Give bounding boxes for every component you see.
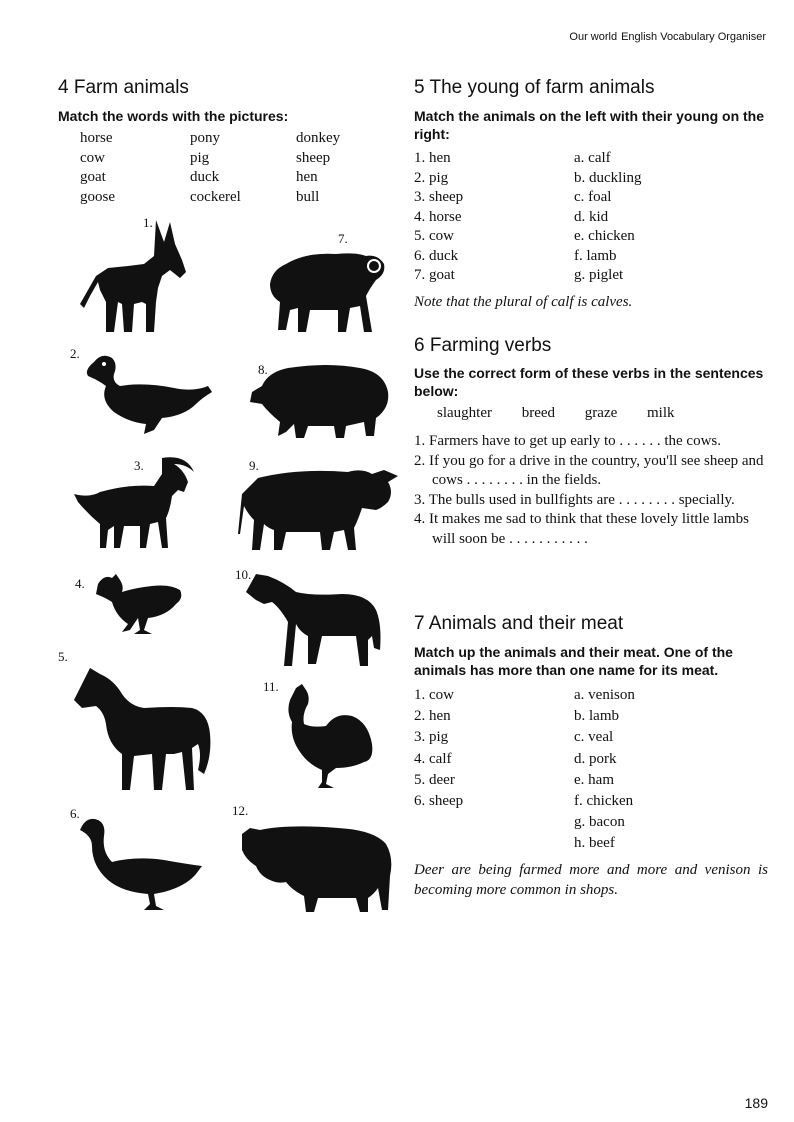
hen-icon xyxy=(94,570,186,638)
duck-icon xyxy=(84,352,216,438)
picture-number: 8. xyxy=(258,362,268,377)
match-row xyxy=(414,169,754,189)
right-item: f. chicken xyxy=(574,793,634,810)
word: duck xyxy=(190,169,220,185)
section-6-instruction: Use the correct form of these verbs in the sentences below: xyxy=(414,365,764,399)
right-item: d. pork xyxy=(574,750,617,767)
word: bull xyxy=(296,188,320,205)
verb: slaughter xyxy=(437,405,492,421)
right-item: h. beef xyxy=(574,835,615,852)
section-5-instruction: Match the animals on the left with their young on the right: xyxy=(414,108,765,142)
left-item: 2. hen xyxy=(414,708,451,725)
word: goose xyxy=(80,188,115,205)
picture-number: 10. xyxy=(235,567,252,582)
section-4-heading: 4 Farm animals xyxy=(58,77,189,98)
picture-number: 7. xyxy=(338,231,348,246)
sentence: 4. It makes me sad to think that these lovely little lambs will soon be . . . . . . . . . . . xyxy=(414,511,749,547)
right-item: c. veal xyxy=(574,729,614,746)
verb: milk xyxy=(647,405,675,421)
section-7-heading: 7 Animals and their meat xyxy=(414,613,624,634)
right-item: b. duckling xyxy=(574,169,642,186)
left-item: 4. horse xyxy=(414,208,462,225)
left-column xyxy=(414,685,463,812)
left-item: 5. cow xyxy=(414,228,454,244)
right-item: c. foal xyxy=(574,189,612,205)
left-item: 3. pig xyxy=(414,729,449,746)
pig-icon xyxy=(248,362,394,442)
sentence: 3. The bulls used in bullfights are . . . . . . . . specially. xyxy=(414,491,735,508)
match-row xyxy=(414,208,754,228)
word: donkey xyxy=(296,130,341,146)
right-item: a. calf xyxy=(574,150,611,166)
picture-number: 1. xyxy=(143,215,153,230)
picture-number: 6. xyxy=(70,806,80,821)
sentence: 1. Farmers have to get up early to . . . . . . the cows. xyxy=(414,433,722,449)
left-item: 4. calf xyxy=(414,750,452,767)
right-item: d. kid xyxy=(574,208,609,225)
picture-number: 5. xyxy=(58,649,68,664)
section-5-match-list xyxy=(414,149,754,286)
section-6-verb-box xyxy=(437,405,701,422)
word: pony xyxy=(190,130,220,146)
left-item: 6. sheep xyxy=(414,793,464,810)
horse-icon xyxy=(70,664,214,794)
picture-number: 11. xyxy=(263,679,279,694)
section-5-heading: 5 The young of farm animals xyxy=(414,77,655,98)
goose-icon xyxy=(78,814,206,914)
word: sheep xyxy=(296,149,331,166)
sheep-icon xyxy=(266,240,388,336)
match-row xyxy=(414,247,754,267)
section-4-word-list xyxy=(80,129,380,209)
running-header xyxy=(569,31,766,43)
match-row xyxy=(414,227,754,247)
section-6-heading: 6 Farming verbs xyxy=(414,335,552,356)
bull-icon xyxy=(238,820,396,916)
sentence: 2. If you go for a drive in the country, you'll see sheep and cows . . . . . . . . in the fields. xyxy=(414,452,764,488)
left-item: 7. goat xyxy=(414,267,455,283)
right-item: e. ham xyxy=(574,771,614,788)
left-item: 6. duck xyxy=(414,247,459,264)
word: horse xyxy=(80,130,113,146)
word: cow xyxy=(80,149,105,166)
donkey-icon xyxy=(78,216,200,334)
section-5-note: Note that the plural of calf is calves. xyxy=(414,294,633,310)
picture-number: 9. xyxy=(249,458,259,473)
right-item: b. lamb xyxy=(574,708,619,725)
picture-number: 2. xyxy=(70,346,80,361)
verb: breed xyxy=(521,405,556,421)
goat-icon xyxy=(74,452,204,552)
left-item: 5. deer xyxy=(414,771,455,788)
left-item: 1. hen xyxy=(414,150,451,166)
picture-number: 4. xyxy=(75,576,85,591)
word: hen xyxy=(296,169,318,185)
right-item: f. lamb xyxy=(574,247,617,264)
running-header-title: English Vocabulary Organiser xyxy=(621,31,766,43)
left-item: 2. pig xyxy=(414,169,449,186)
cockerel-icon xyxy=(282,682,374,792)
running-header-section: Our world xyxy=(569,31,618,43)
section-7-instruction: Match up the animals and their meat. One of the animals has more than one name for its meat. xyxy=(414,644,733,678)
verb: graze xyxy=(584,405,618,421)
section-6-sentences xyxy=(414,432,766,549)
right-item: e. chicken xyxy=(574,228,635,244)
left-item: 3. sheep xyxy=(414,189,464,205)
section-7-note: Deer are being farmed more and more and venison is becoming more common in shops. xyxy=(414,862,768,898)
left-item: 1. cow xyxy=(414,687,454,703)
right-item: g. piglet xyxy=(574,267,624,283)
cow-icon xyxy=(238,464,402,554)
match-row xyxy=(414,149,754,169)
word: cockerel xyxy=(190,188,241,205)
word: goat xyxy=(80,169,106,185)
picture-number: 12. xyxy=(232,803,249,818)
match-row xyxy=(414,188,754,208)
word: pig xyxy=(190,149,210,166)
page-number: 189 xyxy=(744,1095,768,1111)
right-item: g. bacon xyxy=(574,814,625,831)
right-item: a. venison xyxy=(574,687,635,703)
right-column xyxy=(574,685,635,855)
picture-number: 3. xyxy=(134,458,144,473)
section-4-instruction: Match the words with the pictures: xyxy=(58,108,289,124)
pony-icon xyxy=(242,570,386,670)
match-row xyxy=(414,266,754,286)
